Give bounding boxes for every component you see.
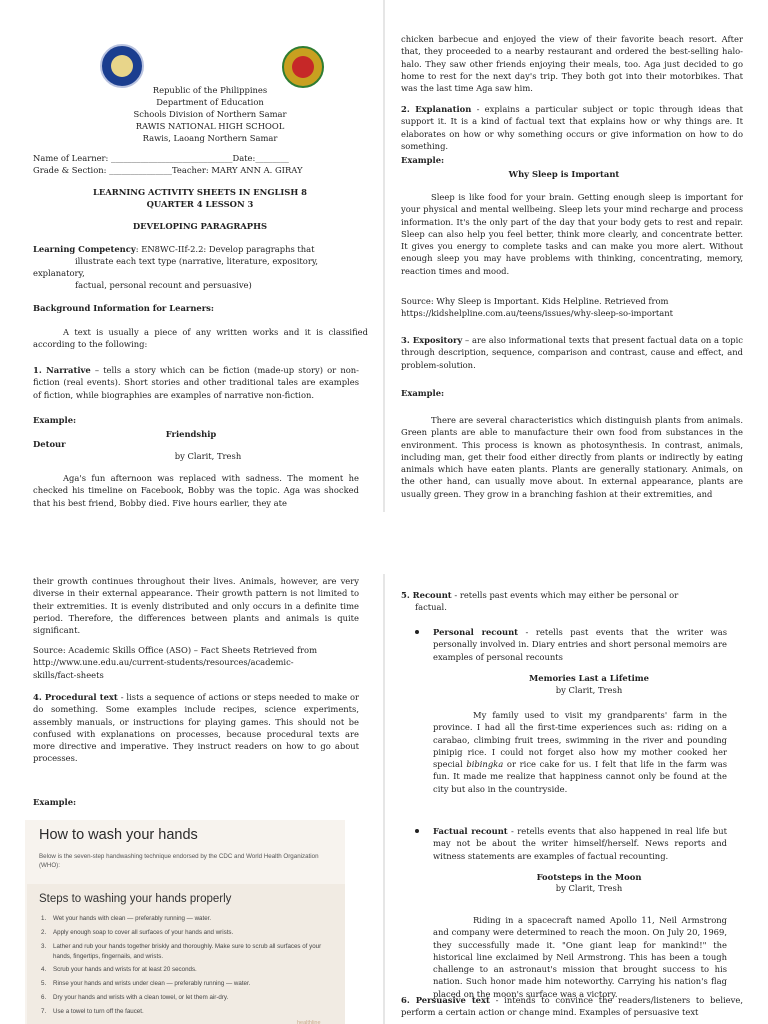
handwash-step: 1. Wet your hands with clean — preferably running — water. [41, 915, 212, 922]
moon-title: Footsteps in the Moon [536, 872, 642, 882]
sleep-title: Why Sleep is Important [508, 169, 620, 179]
handwash-step: 4. Scrub your hands and wrists for at least 20 seconds. [41, 966, 197, 973]
background-heading: Background Information for Learners: [33, 303, 214, 313]
story-continuation: chicken barbecue and enjoyed the view of their favorite beach resort. After that, they proceeded to a nearby restaurant and ordered the best-selling halo-halo. They saw other friends enjoying their meals, too. Aga just decided to go home to rest for the next day's trip. They both got into their motorbikes. That was the last time Aga saw him. [401, 34, 743, 94]
handwash-card [27, 884, 345, 1024]
recount-label: 5. Recount [401, 590, 452, 600]
recount-text-2: factual. [415, 602, 447, 612]
persuasive-label: 6. Persuasive text [401, 995, 490, 1005]
persuasive-text: - intends to convince the readers/listeners to believe, perform a certain action or change mind. Examples of persuasive text [401, 995, 743, 1018]
handwashing-image [25, 820, 345, 1024]
narrative-text: – tells a story which can be fiction (made-up story) or non-fiction (real events). Short stories and other traditional tales are examples of fiction, while biographies are examples of narrative non-fiction. [33, 365, 359, 400]
page-1 [0, 0, 383, 512]
personal-recount-label: Personal recount [433, 627, 519, 637]
persuasive-paragraph [401, 994, 743, 1019]
name-field-line: Name of Learner: _____________________________Date:________ [33, 153, 289, 163]
page-2 [385, 0, 768, 512]
handwash-step: 6. Dry your hands and wrists with a clean towel, or let them air-dry. [41, 994, 229, 1001]
explanation-text: - explains a particular subject or topic through ideas that support it. It is a kind of factual text that explains how or why things are. It elaborates on how or why something occurs or give information on how to do something. [401, 104, 743, 151]
horizontal-divider [0, 512, 768, 574]
factual-recount-text: - retells events that also happened in real life but may not be about the writer himself/herself. News reports and witness statements are examples of factual recounting. [433, 826, 728, 861]
grade-field-line: Grade & Section: _______________Teacher: MARY ANN A. GIRAY [33, 165, 303, 175]
handwash-step: 2. Apply enough soap to cover all surfaces of your hands and wrists. [41, 929, 234, 936]
school-seal-icon [282, 46, 324, 88]
procedural-label: 4. Procedural text [33, 692, 118, 702]
competency-line-1 [33, 243, 363, 255]
lesson-title: DEVELOPING PARAGRAPHS [132, 221, 268, 231]
story-subtitle: Detour [33, 439, 66, 449]
recount-line [401, 589, 741, 601]
handwash-card-title: Steps to washing your hands properly [39, 893, 232, 905]
explanation-paragraph [401, 103, 743, 152]
factual-recount-label: Factual recount [433, 826, 508, 836]
handwash-subtitle: Below is the seven-step handwashing technique endorsed by the CDC and World Health Organization (WHO): [39, 853, 319, 869]
competency-line-3: explanatory, [33, 268, 85, 278]
plants-paragraph: There are several characteristics which distinguish plants from animals. Green plants are able to manufacture their own food from substances in the environment. This process is known as photosynthesis. In contrast, animals, including man, get their food either directly from plants or indirectly by eating animals which have eaten plants. Plants are generally stationary. Animals, on the other hand, can usually move about. In external appearance, plants are usually green. They grow in a branching fashion at their extremities, and [401, 415, 743, 499]
procedural-text: - lists a sequence of actions or steps needed to make or do something. Some examples include recipes, science experiments, assembly manuals, or instructions for playing games. This should not be confused with explanations on processes, because procedural texts are more directive and imperative. They instruct readers on how to go about processes. [33, 692, 359, 764]
header-deped: Department of Education [156, 97, 264, 107]
expository-label: 3. Expository [401, 335, 463, 345]
moon-author: by Clarit, Tresh [555, 883, 623, 893]
handwash-step: 3. Lather and rub your hands together briskly and thoroughly. Make sure to scrub all surfaces of your hands, fingertips, fingernails, and wrists. [41, 943, 322, 960]
expository-paragraph [401, 334, 743, 371]
personal-recount-text: - retells past events that the writer was personally involved in. Diary entries and short personal memoirs are examples of personal recounts [433, 627, 727, 662]
example-label-3: Example: [401, 388, 445, 398]
sleep-source: Source: Why Sleep is Important. Kids Helpline. Retrieved from [401, 296, 669, 306]
competency-line-2: illustrate each text type (narrative, literature, expository, [75, 256, 319, 266]
page-4 [385, 574, 768, 1024]
plants-continuation: their growth continues throughout their lives. Animals, however, are very diverse in their external appearance. Their growth pattern is not limited to their extremities. It is evenly distributed and only occurs in a definite time period. Therefore, the differences between plants and animals is quite significant. [33, 576, 359, 636]
memories-title: Memories Last a Lifetime [529, 673, 649, 683]
narrative-paragraph [33, 364, 359, 401]
plants-source: Source: Academic Skills Office (ASO) – Fact Sheets Retrieved from http://www.une.edu.au/current-students/resources/academic-skills/fact-sheets [33, 645, 318, 680]
competency-line-4: factual, personal recount and persuasive) [75, 280, 252, 290]
header-republic: Republic of the Philippines [152, 85, 268, 95]
recount-text: - retells past events which may either be personal or [451, 590, 679, 600]
deped-seal-icon [100, 44, 144, 88]
bullet-icon [415, 630, 419, 634]
moon-paragraph: Riding in a spacecraft named Apollo 11, Neil Armstrong and company were determined to reach the moon. On July 20, 1969, they successfully made it. "One giant leap for mankind!" the historical line exclaimed by Neil Armstrong. This has been a tough challenge to an astronaut's mission that brought success to his nation. Such honor made him noteworthy. Carrying his nation's flag placed on the moon's surface was a victory. [433, 915, 727, 999]
competency-text: : EN8WC-IIf-2.2: Develop paragraphs that [135, 244, 315, 254]
bullet-icon [415, 829, 419, 833]
handwash-title: How to wash your hands [39, 827, 198, 843]
handwash-step: 7. Use a towel to turn off the faucet. [41, 1008, 144, 1015]
story-paragraph: Aga's fun afternoon was replaced with sadness. The moment he checked his timeline on Facebook, Bobby was the topic. Aga was shocked that his best friend, Bobby died. Five hours earlier, they ate [33, 473, 359, 508]
procedural-paragraph [33, 691, 359, 765]
narrative-label: 1. Narrative [33, 365, 91, 375]
healthline-logo: healthline [297, 1020, 321, 1024]
example-label-4: Example: [33, 797, 77, 807]
story-title: Friendship [165, 429, 217, 439]
explanation-label: 2. Explanation [401, 104, 472, 114]
memories-author: by Clarit, Tresh [555, 685, 623, 695]
competency-label: Learning Competency [33, 244, 136, 254]
memories-paragraph: My family used to visit my grandparents' farm in the province. I had all the first-time experiences such as: riding on a carabao, climbing fruit trees, swimming in the river and pounding pinipig rice. I could not forget also how my mother cooked her special bibingka or rice cake for us. I felt that life in the farm was fun. It made me realize that happiness cannot only be found at the city but also in the countryside. [433, 710, 727, 794]
header-address: Rawis, Laoang Northern Samar [142, 133, 278, 143]
expository-text: – are also informational texts that present factual data on a topic through description, sequence, comparison and contrast, cause and effect, and problem-solution. [401, 335, 743, 370]
sleep-source-url: https://kidshelpline.com.au/teens/issues/why-sleep-so-important [401, 308, 674, 318]
handwash-step: 5. Rinse your hands and wrists under clean — preferably running — water. [41, 980, 251, 987]
sheet-title: LEARNING ACTIVITY SHEETS IN ENGLISH 8 [93, 187, 307, 197]
header-division: Schools Division of Northern Samar [133, 109, 287, 119]
sleep-paragraph: Sleep is like food for your brain. Getting enough sleep is important for your physical and mental wellbeing. Sleep lets your mind recharge and process information. It's the only part of the day that your body gets to rest and repair. Sleep can also help you feel better, think more clearly, and concentrate better. It gives you energy to complete tasks and can make you more alert. Without enough sleep you may have problems with thinking, concentrating, memory, reaction times and mood. [401, 192, 743, 276]
story-author: by Clarit, Tresh [174, 451, 242, 461]
example-label-2: Example: [401, 155, 445, 165]
factual-recount-paragraph [433, 825, 727, 862]
example-label: Example: [33, 415, 77, 425]
header-school: RAWIS NATIONAL HIGH SCHOOL [135, 121, 285, 131]
quarter-title: QUARTER 4 LESSON 3 [146, 199, 254, 209]
personal-recount-paragraph [433, 626, 727, 663]
intro-paragraph: A text is usually a piece of any written works and it is classified according to the following: [33, 327, 368, 350]
